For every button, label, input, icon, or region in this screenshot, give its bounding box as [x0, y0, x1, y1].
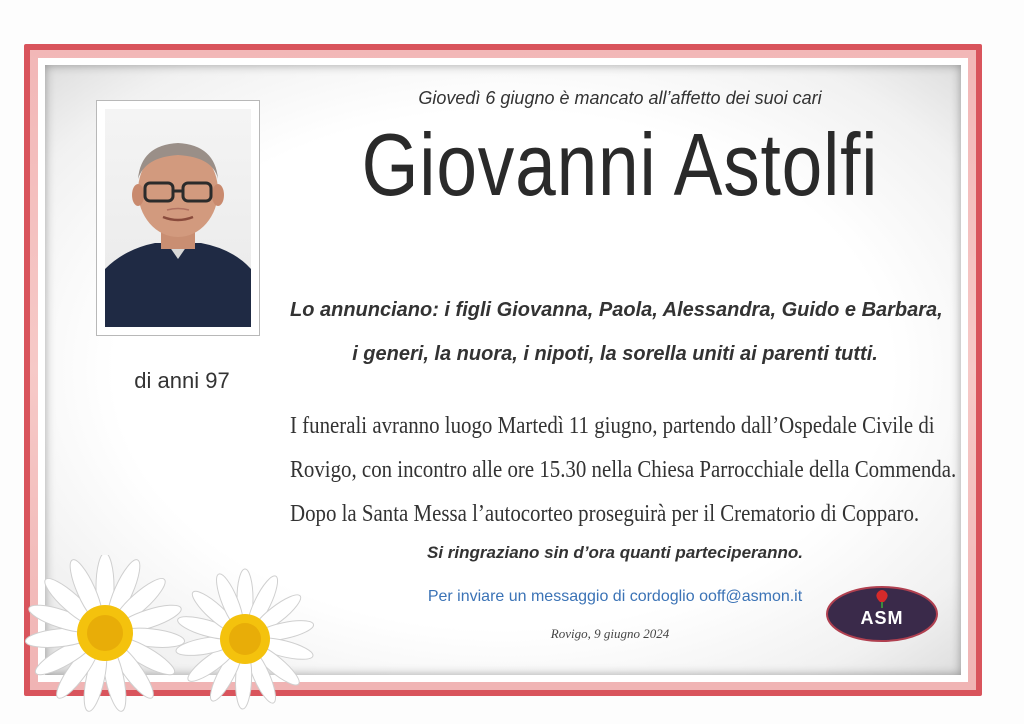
portrait-photo: [105, 109, 251, 327]
intro-text: Giovedì 6 giugno è mancato all’affetto dei suoi cari: [418, 88, 822, 108]
portrait-frame: [96, 100, 260, 336]
asm-logo: [826, 586, 938, 642]
logo-text: ASM: [860, 608, 904, 628]
funeral-line: I funerali avranno luogo Martedì 11 giugno, partendo dall’Ospedale Civile di: [290, 413, 935, 439]
notice-date: Rovigo, 9 giugno 2024: [550, 626, 670, 641]
thanks-text: Si ringraziano sin d’ora quanti parteciperanno.: [427, 543, 803, 562]
announcement-line: i generi, la nuora, i nipoti, la sorella uniti ai parenti tutti.: [352, 343, 878, 365]
age-text: di anni 97: [134, 368, 230, 393]
funeral-line: Dopo la Santa Messa l’autocorteo proseguirà per il Crematorio di Copparo.: [290, 501, 920, 527]
funeral-details: [290, 404, 957, 536]
funeral-line: Rovigo, con incontro alle ore 15.30 nella Chiesa Parrocchiale della Commenda.: [290, 457, 957, 483]
portrait-illustration: [105, 109, 251, 327]
condolence-message[interactable]: Per inviare un messaggio di cordoglio ooff@asmon.it: [427, 588, 803, 605]
daisy-flowers-icon: [10, 555, 350, 715]
announcement: [290, 288, 943, 376]
deceased-name: Giovanni Astolfi: [361, 115, 879, 214]
announcement-line: Lo annunciano: i figli Giovanna, Paola, Alessandra, Guido e Barbara,: [290, 299, 943, 321]
